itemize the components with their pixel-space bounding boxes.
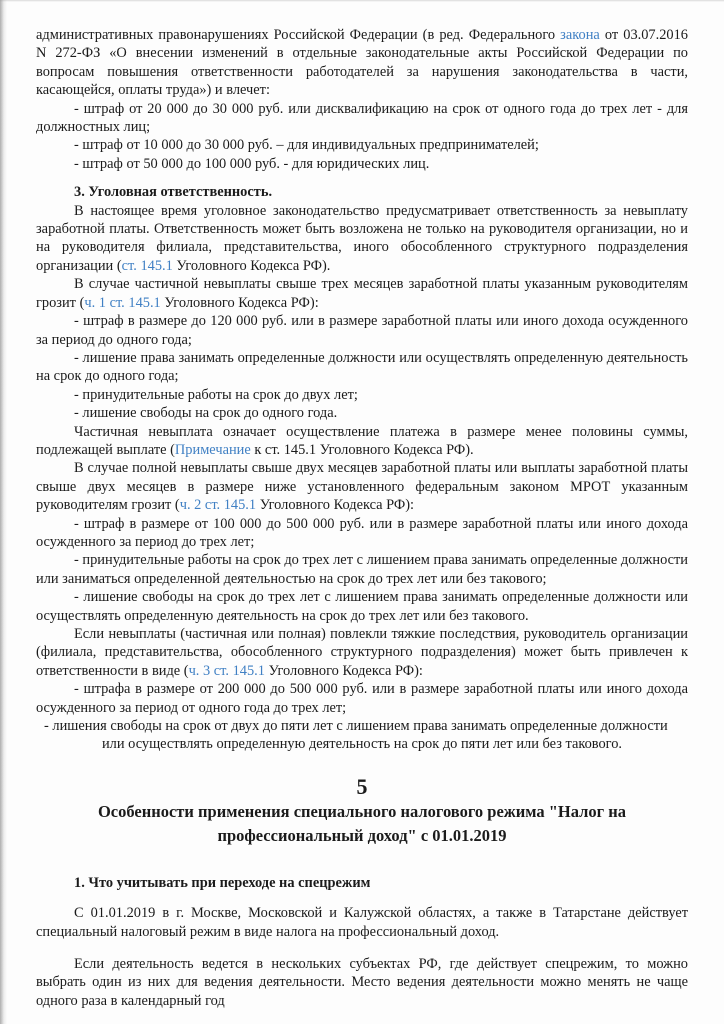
article-145-1-link[interactable]: ст. 145.1 (121, 257, 173, 274)
paragraph-admin-offenses (36, 26, 688, 100)
list-item-fine-legal-entities: - штраф от 50 000 до 100 000 руб. - для юридических лиц. (74, 155, 430, 172)
chapter-5-title: Особенности применения специального налогового режима "Налог на профессиональный доход" с 01.01.2019 (97, 801, 627, 845)
paragraph-text: Уголовного Кодекса РФ): (264, 662, 423, 679)
list-item-imprisonment: - лишение свободы на срок до одного года. (74, 405, 338, 422)
list-item-fine-120000: - штраф в размере до 120 000 руб. или в размере заработной платы или иного дохода осужденного за период до одного года; (36, 313, 688, 348)
paragraph-text: административных правонарушениях Российской Федерации (в ред. Федерального (36, 27, 561, 43)
list-item-fine-100000-500000: - штраф в размере от 100 000 до 500 000 руб. или в размере заработной платы или иного дохода осужденного за период до трех лет; (36, 515, 688, 550)
list-item-fine-entrepreneurs: - штраф от 10 000 до 30 000 руб. – для индивидуальных предпринимателей; (74, 137, 539, 154)
paragraph-text: В случае полной невыплаты свыше двух месяцев заработной платы или выплаты заработной платы свыше двух месяцев в размере ниже установленного федеральным законом МРОТ указанным руководителям грозит ( (36, 460, 688, 514)
list-item-imprisonment-three-years: - лишение свободы на срок до трех лет с лишением права занимать определенные должности или осуществлять определенную деятельность на срок до трех лет или без такового. (36, 589, 688, 624)
list-item-imprisonment-two-five-years-cont: или осуществлять определенную деятельность на срок до пяти лет или без такового. (101, 736, 623, 753)
paragraph-text: от 03.07.2016 N 272-ФЗ «О внесении изменений в отдельные законодательные акты Российской Федерации по вопросам повышения ответственности работодателей за нарушения законодательства в части, касающейся, оплаты труда») и влечет: (36, 27, 689, 99)
paragraph-text: Уголовного Кодекса РФ). (172, 257, 331, 274)
chapter-5-number: 5 (356, 773, 368, 799)
list-item-forced-labor: - принудительные работы на срок до двух лет; (74, 386, 358, 403)
paragraph-activity-regions: Если деятельность ведется в нескольких субъектах РФ, где действует спецрежим, то можно выбрать один из них для ведения деятельности. Место ведения деятельности можно менять не чаще одного раза в календарный год (36, 956, 688, 1009)
part-3-article-145-1-link[interactable]: ч. 3 ст. 145.1 (188, 662, 265, 679)
paragraph-grave-consequences (36, 625, 688, 680)
paragraph-text: В случае частичной невыплаты свыше трех месяцев заработной платы указанным руководителям грозит ( (36, 276, 688, 311)
part-1-article-145-1-link[interactable]: ч. 1 ст. 145.1 (84, 294, 161, 311)
paragraph-regime-regions: С 01.01.2019 в г. Москве, Московской и Калужской областях, а также в Татарстане действует специальный налоговый режим в виде налога на профессиональный доход. (36, 905, 688, 940)
section-3-heading: 3. Уголовная ответственность. (74, 184, 273, 201)
list-item-forced-labor-three-years: - принудительные работы на срок до трех лет с лишением права занимать определенные должности или заниматься определенной деятельностью на срок до трех лет или без такового; (36, 552, 688, 587)
subsection-1-heading: 1. Что учитывать при переходе на спецрежим (74, 874, 371, 891)
list-item-fine-200000-500000: - штрафа в размере от 200 000 до 500 000 руб. или в размере заработной платы или иного дохода осужденного за период от одного года до трех лет; (36, 681, 688, 716)
paragraph-text: к ст. 145.1 Уголовного Кодекса РФ). (250, 441, 474, 458)
list-item-position-ban: - лишение права занимать определенные должности или осуществлять определенную деятельность на срок до одного года; (36, 349, 688, 385)
part-2-article-145-1-link[interactable]: ч. 2 ст. 145.1 (179, 497, 257, 514)
paragraph-criminal-liability (36, 202, 688, 276)
paragraph-partial-definition (36, 423, 688, 460)
note-link[interactable]: Примечание (174, 441, 251, 458)
paragraph-text: Уголовного Кодекса РФ): (160, 294, 319, 311)
paragraph-text: В настоящее время уголовное законодательство предусматривает ответственность за невыплату заработной платы. Ответственность может быть возложена не только на руководителя организации, но и на руководителя филиала, представительства, иного обособленного структурного подразделения организации ( (36, 202, 688, 274)
paragraph-text: Если невыплаты (частичная или полная) повлекли тяжкие последствия, руководитель организации (филиала, представительства, обособленного структурного подразделения) может быть привлечен к ответственности в виде ( (36, 626, 688, 679)
paragraph-text: Уголовного Кодекса РФ): (256, 497, 415, 514)
law-reference-link[interactable]: закона (560, 27, 600, 43)
list-item-fine-officials: - штраф от 20 000 до 30 000 руб. или дисквалификацию на срок от одного года до трех лет - для должностных лиц; (36, 100, 688, 136)
paragraph-text: Частичная невыплата означает осуществление платежа в размере менее половины суммы, подлежащей выплате ( (36, 423, 688, 458)
paragraph-full-nonpayment (36, 459, 688, 514)
paragraph-partial-nonpayment (36, 275, 688, 312)
list-item-imprisonment-two-five-years: - лишения свободы на срок от двух до пяти лет с лишением права занимать определенные должности (44, 718, 668, 735)
